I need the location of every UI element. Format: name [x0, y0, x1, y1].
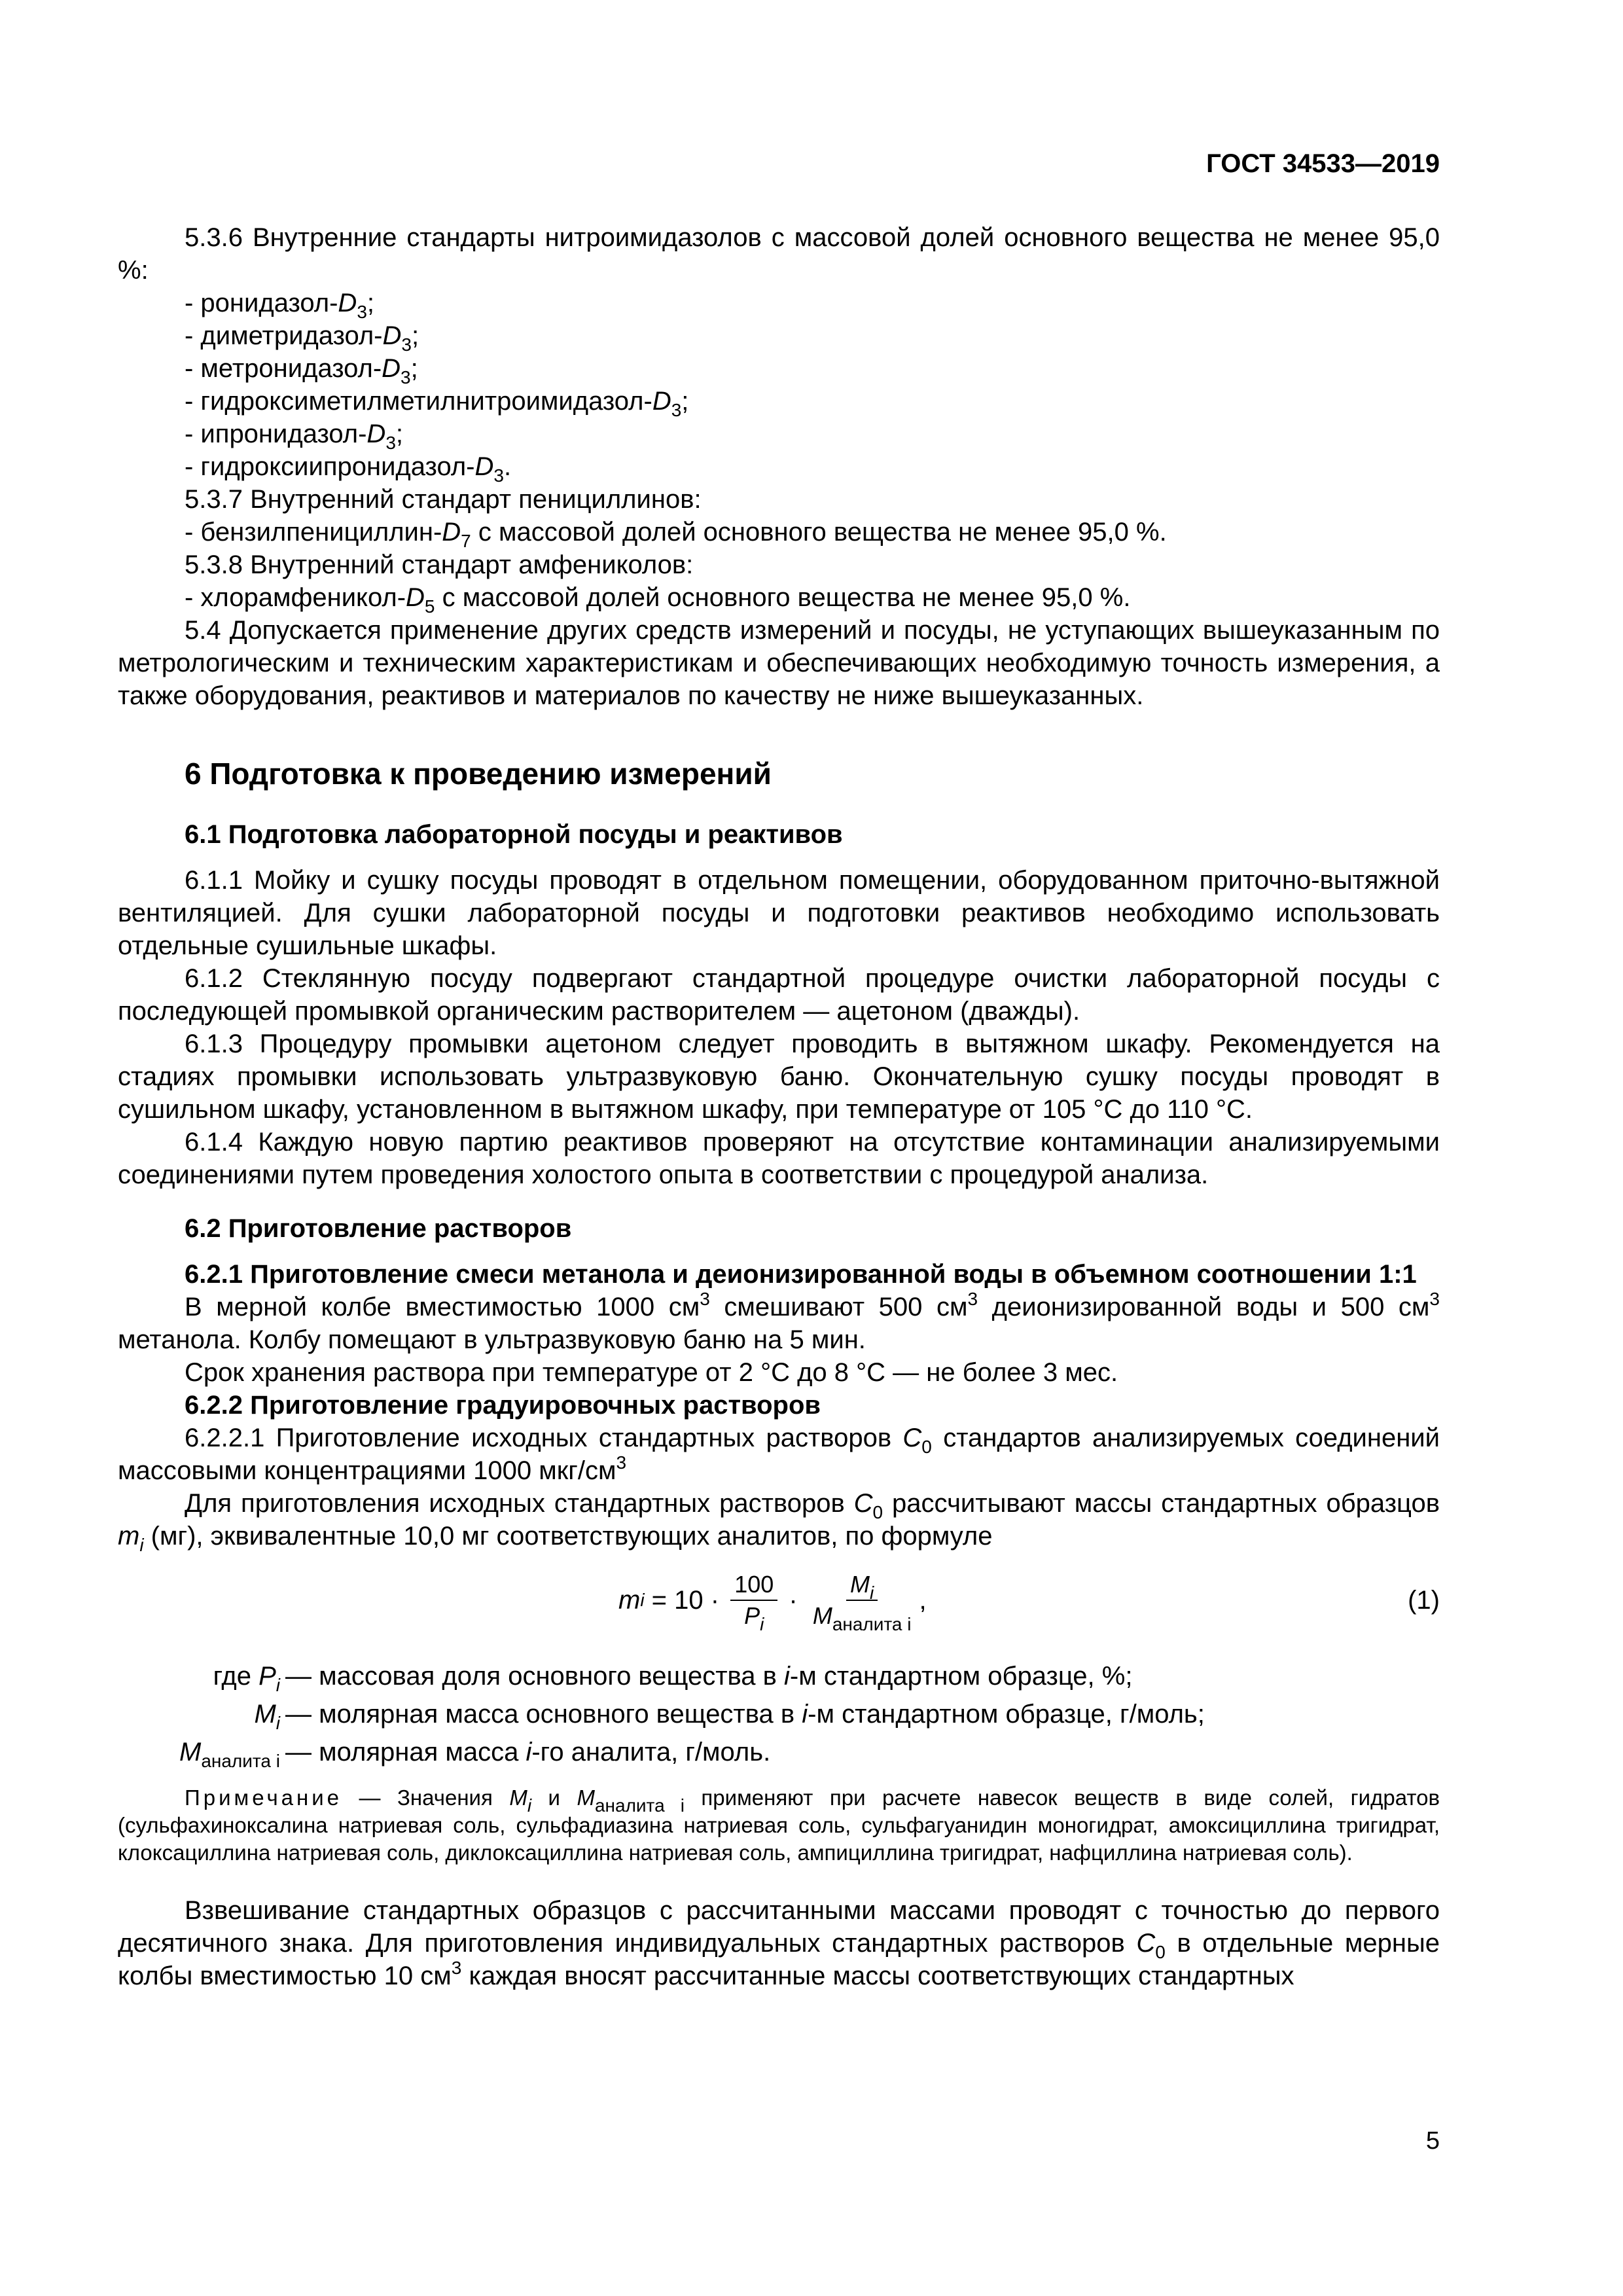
- fraction-100-over-p: $\frac{100}{P_i}$: [730, 1570, 777, 1631]
- legend-row: $M_{аналита i}$ — молярная масса i-го аналита, г/моль.: [179, 1738, 771, 1771]
- section-6-heading: 6 Подготовка к проведению измерений: [185, 757, 772, 791]
- document-header: ГОСТ 34533—2019: [1206, 149, 1440, 178]
- subsection-6-2-heading: 6.2 Приготовление растворов: [185, 1214, 572, 1243]
- paragraph-5-4: 5.4 Допускается применение других средств измерений и посуды, не уступающих вышеуказанным по метрологическим и техническим характеристикам и обеспечивающих необходимую точность измерения, а также оборудования, реактивов и материалов по качеству не ниже вышеуказанных.: [118, 616, 1440, 710]
- list-item: - метронидазол-$D_3$;: [185, 354, 418, 387]
- page-number: 5: [1425, 2127, 1440, 2155]
- formula-expression: m i = 10 · $\frac{100}{P_i}$ · $\frac{M_i}{M_{аналита i}}$ ,: [618, 1571, 927, 1634]
- document-body: [118, 221, 1440, 1992]
- list-item: - хлорамфеникол-$D_5$ с массовой долей основного вещества не менее 95,0 %.: [185, 583, 1131, 617]
- paragraph-6-1-3: 6.1.3 Процедуру промывки ацетоном следует проводить в вытяжном шкафу. Рекомендуется на стадиях промывки использовать ультразвуковую баню. Окончательную сушку посуды проводят в сушильном шкафу, установленном в вытяжном шкафу, при температуре от 105 °С до 110 °С.: [118, 1030, 1440, 1124]
- legend-row: $M_i$ — молярная масса основного вещества в i-м стандартном образце, г/моль;: [254, 1700, 1205, 1733]
- paragraph-6-2-2-1: 6.2.2.1 Приготовление исходных стандартных растворов $C_0$ стандартов анализируемых соединений массовыми концентрациями 1000 мкг/$см^3$: [118, 1424, 1440, 1485]
- formula-legend: [118, 1660, 1440, 1774]
- equation-number: (1): [1408, 1586, 1440, 1615]
- list-item: - гидроксиипронидазол-$D_3$.: [185, 452, 512, 486]
- list-item: - ронидазол-$D_3$;: [185, 289, 375, 322]
- note: Примечание — Значения $M_i$ и $M_{аналита i}$ применяют при расчете навесок веществ в виде солей, гидратов (сульфахиноксалина натриевая соль, сульфадиазина натриевая соль, сульфагуанидин моногидрат, амоксициллина тригидрат, клоксациллина натриевая соль, диклоксациллина натриевая соль, ампициллина тригидрат, нафциллина натриевая соль).: [118, 1785, 1440, 1865]
- paragraph-6-1-4: 6.1.4 Каждую новую партию реактивов проверяют на отсутствие контаминации анализируемыми соединениями путем проведения холостого опыта в соответствии с процедурой анализа.: [118, 1128, 1440, 1189]
- paragraph-6-2-1-storage: Срок хранения раствора при температуре от 2 °С до 8 °С — не более 3 мес.: [185, 1358, 1118, 1387]
- clause-6-2-1-heading: 6.2.1 Приготовление смеси метанола и деионизированной воды в объемном соотношении 1:1: [185, 1260, 1417, 1289]
- list-item: - ипронидазол-$D_3$;: [185, 420, 404, 453]
- paragraph-weighing: Взвешивание стандартных образцов с рассчитанными массами проводят с точностью до первого десятичного знака. Для приготовления индивидуальных стандартных растворов $C_0$ в отдельные мерные колбы вместимостью 10 $см^3$ каждая вносят рассчитанные массы соответствующих стандартных: [118, 1896, 1440, 1990]
- formula-1: [118, 1562, 1440, 1639]
- fraction-molar-mass: $\frac{M_i}{M_{аналита i}}$: [812, 1571, 912, 1634]
- paragraph-6-1-2: 6.1.2 Стеклянную посуду подвергают стандартной процедуре очистки лабораторной посуды с последующей промывкой органическим растворителем — ацетоном (дважды).: [118, 964, 1440, 1026]
- legend-row: где $P_i$ — массовая доля основного вещества в i-м стандартном образце, %;: [213, 1662, 1133, 1695]
- list-item: - гидроксиметилметилнитроимидазол-$D_3$;: [185, 387, 689, 420]
- nitroimidazole-list: [118, 287, 1440, 486]
- subsection-6-1-heading: 6.1 Подготовка лабораторной посуды и реактивов: [185, 820, 843, 849]
- list-item: - бензилпенициллин-$D_7$ с массовой долей основного вещества не менее 95,0 %.: [185, 518, 1167, 551]
- list-item: - диметридазол-$D_3$;: [185, 321, 419, 355]
- paragraph-6-1-1: 6.1.1 Мойку и сушку посуды проводят в отдельном помещении, оборудованном приточно-вытяжной вентиляцией. Для сушки лабораторной посуды и подготовки реактивов необходимо использовать отдельные сушильные шкафы.: [118, 866, 1440, 960]
- paragraph-5-3-8: 5.3.8 Внутренний стандарт амфениколов:: [185, 550, 694, 579]
- paragraph-5-3-6: 5.3.6 Внутренние стандарты нитроимидазолов с массовой долей основного вещества не менее 95,0 %:: [118, 223, 1440, 285]
- paragraph-5-3-7: 5.3.7 Внутренний стандарт пенициллинов:: [185, 485, 702, 514]
- paragraph-6-2-1-mix: В мерной колбе вместимостью 1000 $см^3$ смешивают 500 $см^3$ деионизированной воды и 500 $см^3$ метанола. Колбу помещают в ультразвуковую баню на 5 мин.: [118, 1289, 1440, 1354]
- paragraph-calculation: Для приготовления исходных стандартных растворов $C_0$ рассчитывают массы стандартных образцов $m_i$ (мг), эквивалентные 10,0 мг соответствующих аналитов, по формуле: [118, 1489, 1440, 1555]
- clause-6-2-2-heading: 6.2.2 Приготовление градуировочных растворов: [185, 1391, 821, 1420]
